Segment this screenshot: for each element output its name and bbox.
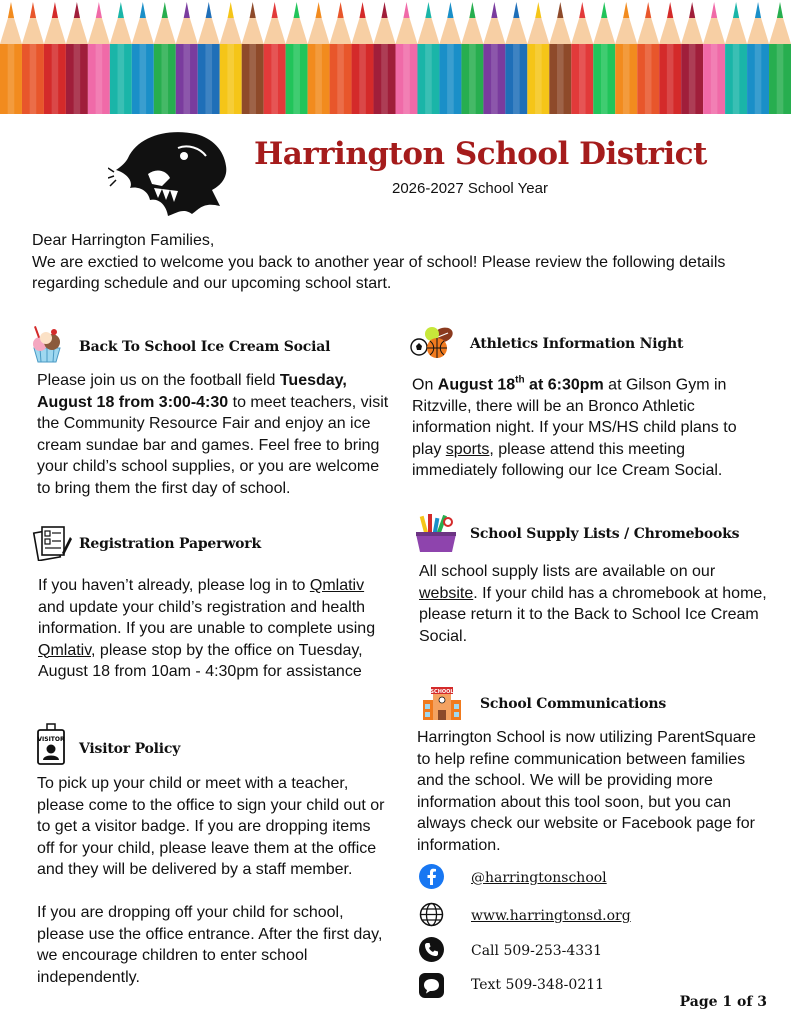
ice-cream-heading: Back To School Ice Cream Social bbox=[79, 339, 331, 355]
pencil bbox=[286, 2, 308, 114]
svg-text:VISITOR: VISITOR bbox=[37, 736, 65, 743]
qmlativ-link[interactable]: Qmlativ bbox=[309, 577, 365, 594]
pencil bbox=[769, 2, 791, 114]
pencil bbox=[461, 2, 483, 114]
pencil bbox=[659, 2, 681, 114]
pencil bbox=[681, 2, 703, 114]
pencil bbox=[66, 2, 88, 114]
school-supplies-basket-icon bbox=[414, 512, 458, 554]
pencil bbox=[396, 2, 418, 114]
supplies-heading: School Supply Lists / Chromebooks bbox=[470, 526, 740, 542]
pencil bbox=[88, 2, 110, 114]
pencil bbox=[330, 2, 352, 114]
pencil bbox=[242, 2, 264, 114]
registration-text: If you haven’t already, please log in to Qmlativ and update your child’s registration and health information. If you are unable to complete using Qmlativ, please stop by the office on Tuesday, August 18 from 10am - 4:30pm for assistance bbox=[38, 577, 376, 680]
pencil bbox=[527, 2, 549, 114]
pencil bbox=[176, 2, 198, 114]
facebook-icon bbox=[419, 864, 444, 889]
panther-head-icon bbox=[108, 128, 232, 218]
pencil bbox=[44, 2, 66, 114]
pencil bbox=[154, 2, 176, 114]
pencil bbox=[593, 2, 615, 114]
communications-heading: School Communications bbox=[480, 696, 667, 712]
website-url-link[interactable]: www.harringtonsd.org bbox=[471, 908, 631, 924]
pencil bbox=[198, 2, 220, 114]
pencil bbox=[571, 2, 593, 114]
message-icon bbox=[419, 973, 444, 998]
text-number[interactable]: Text 509-348-0211 bbox=[471, 977, 605, 993]
school-year: 2026-2027 School Year bbox=[392, 180, 548, 197]
sports-link[interactable]: sports bbox=[445, 440, 490, 458]
pencil bbox=[352, 2, 374, 114]
athletics-text: On August 18th at 6:30pm at Gilson Gym in Ritzville, there will be an Bronco Athletic information night. If your MS/HS child plans to play sports, please attend this meeting immediately following our Ice Cream Social. bbox=[412, 375, 737, 480]
pencil bbox=[264, 2, 286, 114]
greeting: Dear Harrington Families, bbox=[32, 232, 215, 249]
pencil bbox=[505, 2, 527, 114]
pencil bbox=[637, 2, 659, 114]
pencil bbox=[417, 2, 439, 114]
qmlativ-link-2[interactable]: Qmlativ, bbox=[38, 641, 96, 659]
pencil bbox=[110, 2, 132, 114]
ice-cream-text: Please join us on the football field Tuesday, August 18 from 3:00-4:30 to meet teachers, visit the Community Resource Fair and enjoy an ice cream sundae bar and games. Feel free to bring your child’s school supplies, or you are welcome to bring them the first day of school. bbox=[37, 372, 389, 497]
pencil bbox=[549, 2, 571, 114]
pencil bbox=[615, 2, 637, 114]
intro-text: We are exctied to welcome you back to another year of school! Please review the following details regarding schedule and our upcoming school start. bbox=[32, 253, 726, 292]
supplies-text: All school supply lists are available on our website. If your child has a chromebook at home, please return it to the Back to School Ice Cream Social. bbox=[419, 563, 767, 645]
paperwork-icon bbox=[32, 525, 72, 561]
communications-text: Harrington School is now utilizing ParentSquare to help refine communication between families and the school. We will be providing more information about this tool soon, but you can always check our website or Facebook page for information. bbox=[417, 729, 756, 854]
school-building-icon bbox=[421, 686, 463, 720]
facebook-link[interactable]: @harringtonschool bbox=[471, 870, 607, 886]
page-number: Page 1 of 3 bbox=[679, 994, 767, 1010]
phone-icon bbox=[419, 937, 444, 962]
pencil bbox=[0, 2, 22, 114]
pencil bbox=[439, 2, 461, 114]
globe-icon bbox=[419, 902, 444, 927]
visitor-text: To pick up your child or meet with a teacher, please come to the office to sign your child out or to get a visitor badge. If you are dropping items off for your child, please leave them at the office and they will be delivered by a staff member. If you are dropping off your child for school, please use the office entrance. After the first day, we encourage children to enter school independently. bbox=[37, 775, 385, 986]
website-link[interactable]: website bbox=[419, 584, 474, 602]
athletics-heading: Athletics Information Night bbox=[470, 336, 684, 352]
pencil bbox=[308, 2, 330, 114]
pencil bbox=[132, 2, 154, 114]
pencil bbox=[220, 2, 242, 114]
intro bbox=[32, 230, 787, 295]
registration-heading: Registration Paperwork bbox=[79, 536, 261, 552]
phone-number[interactable]: Call 509-253-4331 bbox=[471, 943, 602, 959]
ice-cream-sundae-icon bbox=[28, 324, 66, 364]
pencil bbox=[725, 2, 747, 114]
visitor-heading: Visitor Policy bbox=[79, 741, 181, 757]
page-title: Harrington School District bbox=[254, 136, 707, 172]
pencil bbox=[747, 2, 769, 114]
sports-balls-icon bbox=[410, 325, 460, 359]
pencil-banner bbox=[0, 0, 791, 114]
pencil bbox=[374, 2, 396, 114]
pencil bbox=[483, 2, 505, 114]
pencil bbox=[22, 2, 44, 114]
visitor-badge-icon bbox=[36, 722, 66, 766]
svg-text:SCHOOL: SCHOOL bbox=[430, 689, 454, 695]
pencil bbox=[703, 2, 725, 114]
